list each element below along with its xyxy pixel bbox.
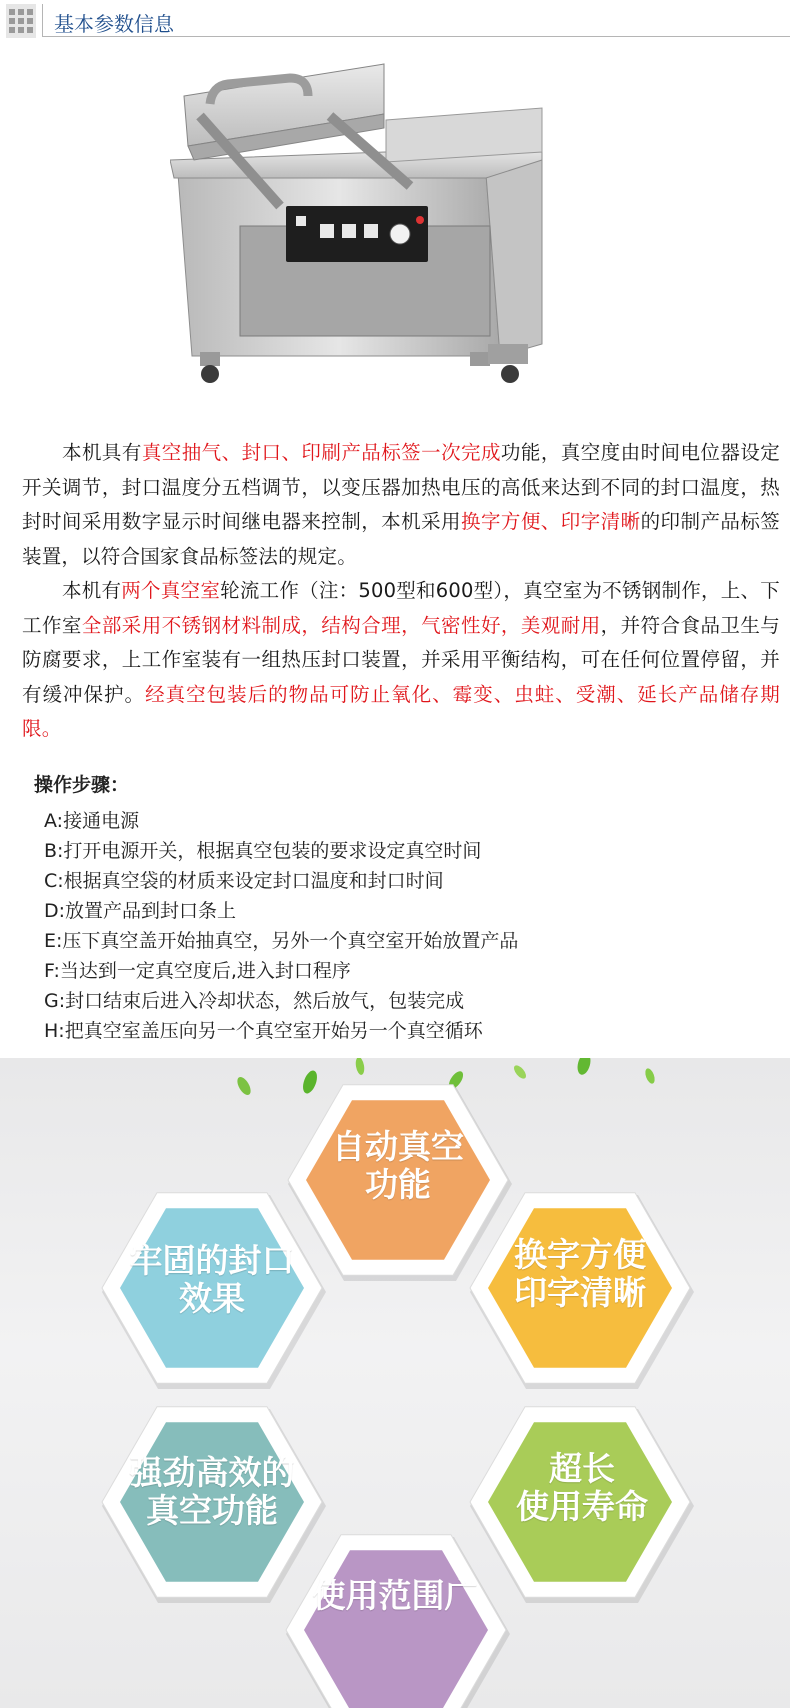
product-description (22, 436, 780, 747)
highlight-text: 两个真空室 (121, 579, 221, 602)
body-text: 本机具有 (62, 441, 142, 464)
body-text: 本机有 (62, 579, 122, 602)
section-title: 基本参数信息 (54, 12, 174, 36)
feature-label-print: 换字方便 印字清晰 (514, 1235, 646, 1312)
section-header (0, 0, 790, 44)
step-g: G:封口结束后进入冷却状态，然后放气，包装完成 (44, 990, 465, 1012)
steps-list (44, 806, 518, 1046)
step-b: B:打开电源开关，根据真空包装的要求设定真空时间 (44, 840, 482, 862)
feature-label-wide-use: 使用范围广 (312, 1576, 478, 1615)
step-a: A:接通电源 (44, 810, 140, 832)
highlight-text: 全部采用不锈钢材料制成，结构合理，气密性好，美观耐用 (81, 613, 601, 637)
highlight-text: 真空抽气、封口、印刷产品标签一次完成 (141, 441, 501, 464)
step-c: C:根据真空袋的材质来设定封口温度和封口时间 (44, 870, 444, 892)
features-panel (0, 1058, 790, 1708)
body-text: ，并符合食品卫生与防腐要求，上工作室装有一组热压封口装置，并采用平衡结构，可在任何位置停留，并有缓冲保护。 (22, 613, 780, 706)
hex-wide-use (286, 1535, 510, 1708)
feature-label-powerful-vacuum: 强劲高效的 真空功能 (129, 1453, 295, 1530)
step-h: H:把真空室盖压向另一个真空室开始另一个真空循环 (44, 1020, 483, 1042)
highlight-text: 经真空包装后的物品可防止氧化、霉变、虫蛀、受潮、延长产品储存期限。 (22, 682, 781, 740)
grid-icon (6, 4, 36, 38)
step-d: D:放置产品到封口条上 (44, 900, 237, 922)
body-text: 轮流工作（注：500型和600型），真空室为不锈钢制作，上、下工作室 (22, 579, 780, 637)
body-text: 的印制产品标签装置，以符合国家食品标签法的规定。 (22, 510, 780, 568)
body-text: 功能，真空度由时间电位器设定开关调节，封口温度分五档调节，以变压器加热电压的高低来达到不同的封口温度，热封时间采用数字显示时间继电器来控制，本机采用 (22, 441, 780, 533)
feature-label-firm-seal: 牢固的封口 效果 (129, 1241, 295, 1318)
step-f: F:当达到一定真空度后,进入封口程序 (44, 960, 351, 982)
feature-label-auto-vacuum: 自动真空 功能 (332, 1127, 464, 1204)
highlight-text: 换字方便、印字清晰 (460, 510, 641, 533)
description-paragraph-2 (22, 574, 780, 747)
step-e: E:压下真空盖开始抽真空，另外一个真空室开始放置产品 (44, 930, 519, 952)
feature-label-long-life: 超长 使用寿命 (516, 1449, 648, 1526)
product-image (170, 56, 600, 426)
description-paragraph-1 (22, 436, 780, 574)
steps-title: 操作步骤： (34, 774, 130, 796)
